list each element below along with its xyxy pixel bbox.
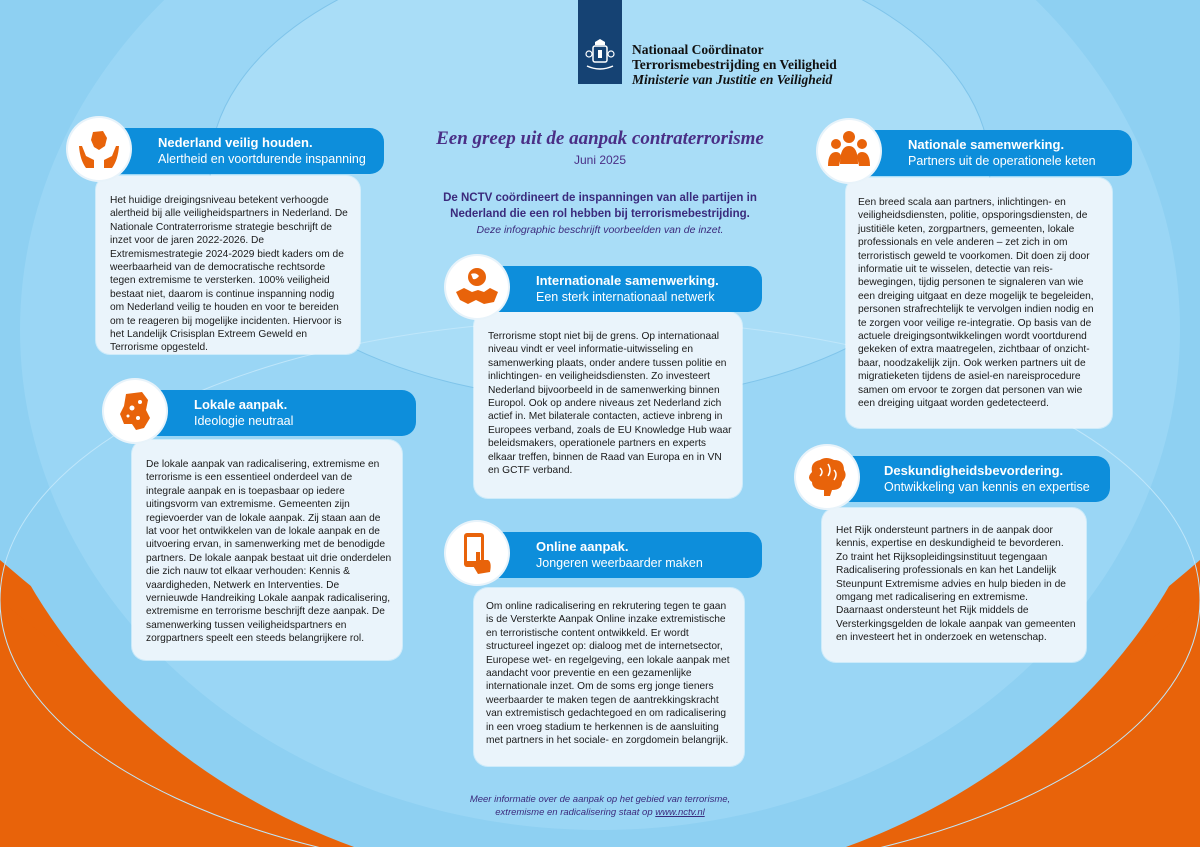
people-group-icon (826, 128, 872, 174)
card-internationale-samenwerking (474, 312, 742, 498)
phone-touch-icon (454, 530, 500, 576)
card-subtitle: Ontwikkeling van kennis en expertise (884, 480, 1090, 494)
card-body: Een breed scala aan partners, inlichtingen- en veiligheidsdiensten, politie, opsporingsdiensten, de justitiële keten, zorgpartners, gemeenten, lokale professionals en vele anderen – zet zich in om terroristisch geweld te voorkomen. Dit doen zij door informatie uit te wisselen, detectie van reis-bewegingen, tijdig personen te signaleren van wie een dreiging uitgaat en deze mogelijk te begeleiden, personen strafrechtelijk te vervolgen indien nodig en te zorgen voor veilige re-integratie. Op basis van de actuele dreigingsontwikkelingen wordt voortdurend gekeken of extra maatregelen, zichtbaar of onzicht-baar, noodzakelijk zijn. Ook werken partners uit de migratieketen tijdens de asiel-en nareisprocedure samen om ervoor te zorgen dat personen van wie een dreiging uitgaat worden gedetecteerd. (858, 197, 1094, 410)
card-body: Om online radicalisering en rekrutering tegen te gaan is de Versterkte Aanpak Online inzake extremistische en terroristische content ontwikkeld. Er wordt structureel ingezet op: dialoog met de internetsector, Europese wet- en regelgeving, een lokale aanpak met aandacht voor preventie en een gezamenlijke internationale inzet. Om de soms erg jonge tieners weerbaarder te maken tegen de aantrekkingskracht van extremistisch gedachtegoed en om radicalisering in een vroeg stadium te herkennen is de aansluiting met partners in het sociale- en zorgdomein belangrijk. (486, 601, 730, 747)
footer-line-1: Meer informatie over de aanpak op het gebied van terrorisme, (469, 794, 731, 805)
card-online-aanpak (474, 588, 744, 766)
footer-note (400, 793, 800, 819)
card-subtitle: Jongeren weerbaarder maken (536, 556, 703, 570)
org-line-1: Nationaal Coördinator (632, 42, 764, 57)
card-nationale-samenwerking (846, 178, 1112, 428)
organisation-name (632, 42, 837, 87)
card-icon-wrap (796, 446, 858, 508)
card-title: Deskundigheidsbevordering. (884, 463, 1064, 478)
globe-handshake-icon (454, 264, 500, 310)
card-header (488, 266, 762, 312)
page-date: Juni 2025 (573, 153, 627, 167)
card-subtitle: Een sterk internationaal netwerk (536, 290, 715, 304)
card-title: Online aanpak. (536, 539, 629, 554)
card-title: Internationale samenwerking. (536, 273, 719, 288)
card-icon-wrap (446, 522, 508, 584)
card-body: Het Rijk ondersteunt partners in de aanpak door kennis, expertise en deskundigheid te bevorderen. Zo traint het Rijksopleidingsinstituut tegengaan Radicalisering professionals en kan het Landelijk Steunpunt Extremisme advies en hulp bieden in de omgang met radicalisering en extremisme. Daarnaast ondersteunt het Rijk middels de Versterkingsgelden de lokale aanpak van gemeenten en investeert het in onderzoek en wetenschap. (836, 525, 1076, 644)
card-title: Nationale samenwerking. (908, 137, 1065, 152)
brain-icon (804, 454, 850, 500)
org-line-2: Terrorismebestrijding en Veiligheid (632, 57, 837, 72)
government-logo (578, 0, 622, 84)
card-header (488, 532, 762, 578)
card-header (110, 128, 384, 174)
card-icon-wrap (818, 120, 880, 182)
page-title: Een greep uit de aanpak contraterrorisme (436, 128, 764, 149)
card-subtitle: Alertheid en voortdurende inspanning (158, 152, 366, 166)
card-body: Het huidige dreigingsniveau betekent verhoogde alertheid bij alle veiligheidspartners in Nederland. De Nationale Contraterrorisme strategie beschrijft de inzet voor de jaren 2022-2026. De Extremismestrategie 2024-2029 biedt kaders om de weerbaarheid van de democratische rechtsorde tegen extremisme te versterken. 100% veiligheid bestaat niet, daarom is continue inspanning nodig om Nederland veilig te houden en voor te bereiden om te reageren bij mogelijke incidenten. Hiervoor is het Landelijk Crisisplan Extreem Geweld en Terrorisme opgesteld. (110, 195, 348, 354)
card-icon-wrap (104, 380, 166, 442)
card-subtitle: Ideologie neutraal (194, 414, 294, 428)
card-header (146, 390, 416, 436)
netherlands-map-icon (112, 388, 158, 434)
card-header (860, 130, 1132, 176)
card-icon-wrap (446, 256, 508, 318)
intro-subtext: Deze infographic beschrijft voorbeelden van de inzet. (476, 224, 724, 236)
netherlands-hands-icon (76, 126, 122, 172)
intro-text: De NCTV coördineert de inspanningen van alle partijen in Nederland die een rol hebben bij terrorismebestrijding. (443, 192, 757, 220)
card-subtitle: Partners uit de operationele keten (908, 154, 1096, 168)
card-header (836, 456, 1110, 502)
card-body: Terrorisme stopt niet bij de grens. Op internationaal niveau vindt er veel informatie-uitwisseling en samenwerking plaats, onder andere tussen politie en inlichtingen- en veiligheidsdiensten. Zo investeert Nederland bijvoorbeeld in de samenwerking binnen Europol. Ook op andere niveaus zet Nederland zich actief in. Met bilaterale contacten, actieve inbreng in Europees verband, zoals de EU Knowledge Hub waar beleidsmakers, operationele partners en experts elkaar treffen, binnen de Raad van Europa en in VN en GCTF verband. (488, 331, 732, 477)
card-body: De lokale aanpak van radicalisering, extremisme en terrorisme is een essentieel onderdeel van de integrale aanpak en is toepasbaar op iedere uitingsvorm van extremisme. Gemeenten zijn regievoerder van de lokale aanpak. Zij staan aan de lat voor het ontwikkelen van de lokale aanpak en de uitvoering ervan, in samenwerking met de benodigde partners. De lokale aanpak bestaat uit drie onderdelen die zich nauw tot elkaar verhouden: Kennis & vaardigheden, Netwerk en Interventies. De vernieuwde Handreiking Lokale aanpak radicalisering, extremisme en terrorisme beschrijft deze aanpak. De samenwerking tussen veiligheidspartners en zorgpartners speelt een steeds belangrijkere rol. (146, 459, 392, 645)
footer-link[interactable]: www.nctv.nl (655, 807, 705, 818)
footer-line-2 (400, 806, 800, 819)
card-lokale-aanpak (132, 440, 402, 660)
card-nederland-veilig (96, 176, 360, 354)
card-title: Lokale aanpak. (194, 397, 288, 412)
org-line-3: Ministerie van Justitie en Veiligheid (632, 72, 833, 87)
coat-of-arms-icon (584, 38, 616, 76)
footer-line-2-text: extremisme en radicalisering staat op (495, 807, 656, 818)
card-title: Nederland veilig houden. (158, 135, 313, 150)
card-deskundigheidsbevordering (822, 508, 1086, 662)
card-icon-wrap (68, 118, 130, 180)
